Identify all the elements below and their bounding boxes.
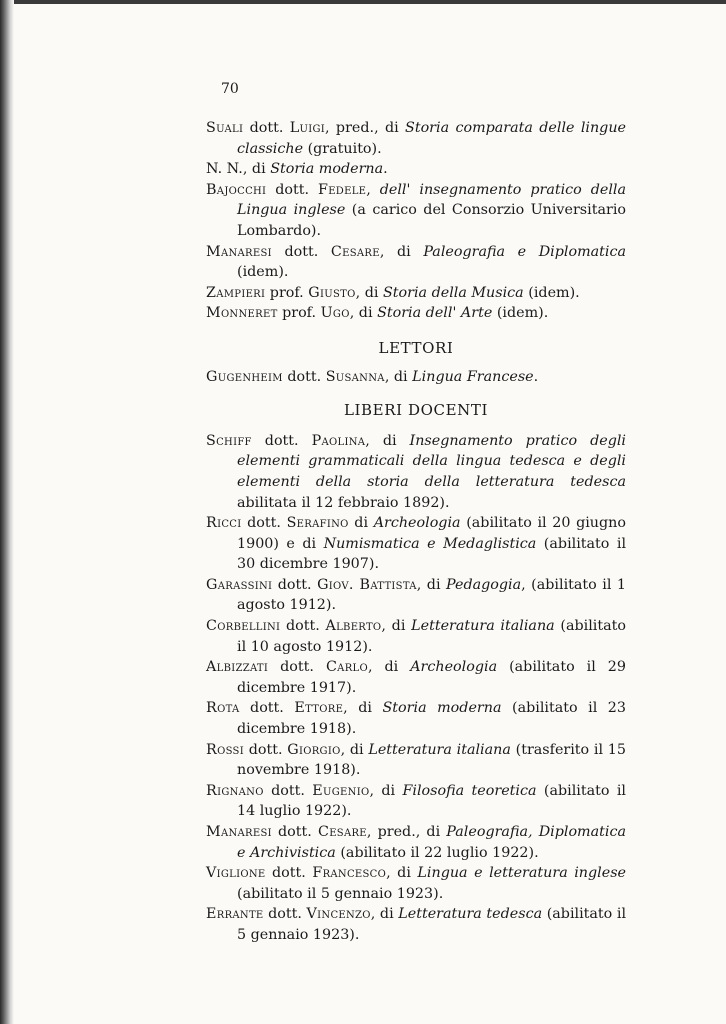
title-text: dott. [266, 181, 318, 198]
title-text: dott. [271, 243, 331, 260]
role-text: , pred., di [366, 824, 447, 840]
subject: Storia della Musica [382, 284, 524, 301]
title-text: dott. [243, 120, 290, 136]
title-text: dott. [243, 741, 288, 758]
note-text: (idem). [492, 305, 549, 322]
title-text: dott. [272, 576, 318, 593]
role-text: , di [369, 782, 403, 799]
page-content [206, 118, 626, 946]
note-text: (abilitato il 10 agosto 1912). [237, 618, 626, 655]
role-text: , di [343, 700, 383, 717]
note-text: abilitata il 12 febbraio 1892). [237, 494, 450, 511]
note-text: (abilitato il 23 dicembre 1918). [237, 700, 626, 738]
first-name: Ugo [320, 305, 350, 322]
title-text: dott. [268, 659, 326, 676]
note-text: (abilitato il 5 gennaio 1923). [237, 906, 627, 943]
role-text: , di [379, 243, 424, 260]
first-name: Cesare [330, 243, 380, 260]
surname: Errante [206, 906, 264, 923]
first-name: Susanna [325, 368, 385, 385]
title-text: dott. [263, 782, 313, 799]
surname: Monneret [206, 305, 278, 322]
surname: Rossi [206, 741, 244, 758]
note-text: (abilitato il 22 luglio 1922). [335, 844, 539, 861]
surname: Bajocchi [206, 181, 267, 198]
surname: Zampieri [206, 284, 266, 301]
subject: dell' insegnamento pratico della Lingua inglese [237, 181, 626, 219]
list-entry [206, 863, 626, 904]
list-entry [206, 431, 626, 513]
subject: Storia moderna [382, 700, 502, 717]
first-name: Giusto [308, 284, 356, 301]
surname: Corbellini [206, 618, 281, 635]
role-text: di [348, 515, 374, 532]
subject: Lingua Francese [412, 368, 534, 385]
first-name: Serafino [286, 515, 349, 532]
note-text: (a carico del Consorzio Universitario Lombardo). [237, 202, 627, 239]
note-text: (abilitato il 5 gennaio 1923). [237, 885, 444, 902]
page-number: 70 [221, 81, 239, 97]
surname: Ricci [206, 515, 242, 532]
note-text: (trasferito il 15 novembre 1918). [237, 741, 626, 779]
liberi-docenti-list [206, 431, 626, 946]
role-text: , di [340, 741, 369, 758]
title-text: dott. [280, 618, 326, 635]
role-text: , di [355, 284, 383, 301]
first-name: Eugenio [312, 782, 370, 799]
list-entry [206, 781, 626, 822]
surname: Manaresi [206, 824, 272, 840]
surname: Suali [206, 120, 244, 136]
title-text: dott. [265, 865, 313, 882]
list-entry [206, 698, 626, 739]
list-entry [206, 118, 626, 159]
title-text: prof. [265, 284, 309, 301]
first-name: Vincenzo [306, 906, 371, 923]
subject: Archeologia [373, 515, 461, 532]
subject: Letteratura italiana [368, 741, 511, 758]
professors-list [206, 118, 626, 324]
list-entry [206, 616, 626, 657]
list-entry [206, 904, 626, 945]
first-name: Alberto [325, 618, 382, 635]
note-text: (abilitato il 14 luglio 1922). [237, 782, 626, 820]
subject: Numismatica e Medaglistica [323, 535, 537, 552]
title-text: dott. [241, 515, 287, 532]
first-name: Fedele [317, 181, 367, 198]
surname: Viglione [206, 865, 266, 882]
note-text: . [383, 161, 388, 178]
role-text: , di [365, 432, 410, 449]
title-text: dott. [282, 368, 326, 385]
note-text: (abilitato il 30 dicembre 1907). [237, 535, 627, 573]
surname: Rota [206, 700, 240, 717]
lettori-heading: LETTORI [378, 338, 454, 357]
surname: Rignano [206, 782, 264, 799]
list-entry [206, 513, 626, 575]
lettori-list [206, 367, 626, 388]
top-page-edge [0, 0, 726, 4]
note-text: , (abilitato il 1 agosto 1912). [237, 576, 626, 614]
subject: Letteratura tedesca [398, 906, 543, 923]
first-name: Ettore [294, 700, 344, 717]
list-entry [206, 657, 626, 698]
role-text: , di [416, 576, 447, 593]
role-text: , di [349, 305, 378, 322]
first-name: Giorgio [287, 741, 341, 758]
subject: Pedagogia [446, 576, 522, 593]
first-name: Paolina [311, 432, 366, 449]
list-entry [206, 283, 626, 304]
list-entry [206, 242, 626, 283]
subject: Storia moderna [270, 161, 384, 178]
role-text: , di [386, 865, 418, 882]
liberi-docenti-heading: LIBERI DOCENTI [343, 401, 489, 420]
list-entry [206, 822, 626, 863]
title-text: dott. [263, 906, 307, 923]
subject: Filosofia teoretica [402, 782, 537, 799]
list-entry [206, 159, 626, 180]
first-name: Giov. Battista [317, 576, 417, 593]
list-entry [206, 575, 626, 616]
subject: Lingua e letteratura inglese [417, 865, 626, 882]
first-name: Carlo [325, 659, 368, 676]
surname: Albizzati [206, 659, 269, 676]
title-text: dott. [239, 700, 295, 717]
subject: Paleografia, Diplomatica e Archivistica [237, 824, 626, 861]
left-binding-edge [0, 0, 14, 1024]
list-entry [206, 303, 626, 324]
subject: Insegnamento pratico degli elementi grammaticali della lingua tedesca e degli elementi della storia della letteratura tedesca [237, 432, 626, 490]
title-text: N. N., di [206, 161, 271, 178]
first-name: Luigi [289, 120, 326, 136]
first-name: Cesare [317, 824, 367, 840]
title-text: prof. [277, 305, 321, 322]
role-text: , pred., di [325, 120, 406, 136]
subject: Archeologia [410, 659, 498, 676]
role-text: , di [381, 618, 412, 635]
subject: Storia dell' Arte [377, 305, 493, 322]
surname: Manaresi [206, 243, 272, 260]
role-text: , di [384, 368, 413, 385]
list-entry [206, 740, 626, 781]
note-text: . [533, 368, 539, 385]
title-text: dott. [271, 824, 318, 840]
note-text: (gratuito). [303, 140, 382, 157]
role-text: , di [370, 906, 399, 923]
surname: Schiff [206, 432, 252, 449]
first-name: Francesco [312, 865, 387, 882]
list-entry [206, 180, 626, 242]
surname: Garassini [206, 576, 273, 593]
subject: Letteratura italiana [411, 618, 555, 635]
role-text: , [366, 181, 380, 198]
role-text: , di [367, 659, 411, 676]
note-text: (idem). [237, 264, 289, 281]
note-text: (idem). [523, 284, 580, 301]
list-entry [206, 367, 626, 388]
note-text: (abilitato il 29 dicembre 1917). [237, 659, 626, 696]
title-text: dott. [251, 432, 312, 449]
subject: Storia comparata delle lingue classiche [237, 120, 627, 157]
surname: Gugenheim [206, 368, 283, 385]
note-text: (abilitato il 20 giugno 1900) e di [237, 515, 626, 552]
subject: Paleografia e Diplomatica [423, 243, 627, 260]
